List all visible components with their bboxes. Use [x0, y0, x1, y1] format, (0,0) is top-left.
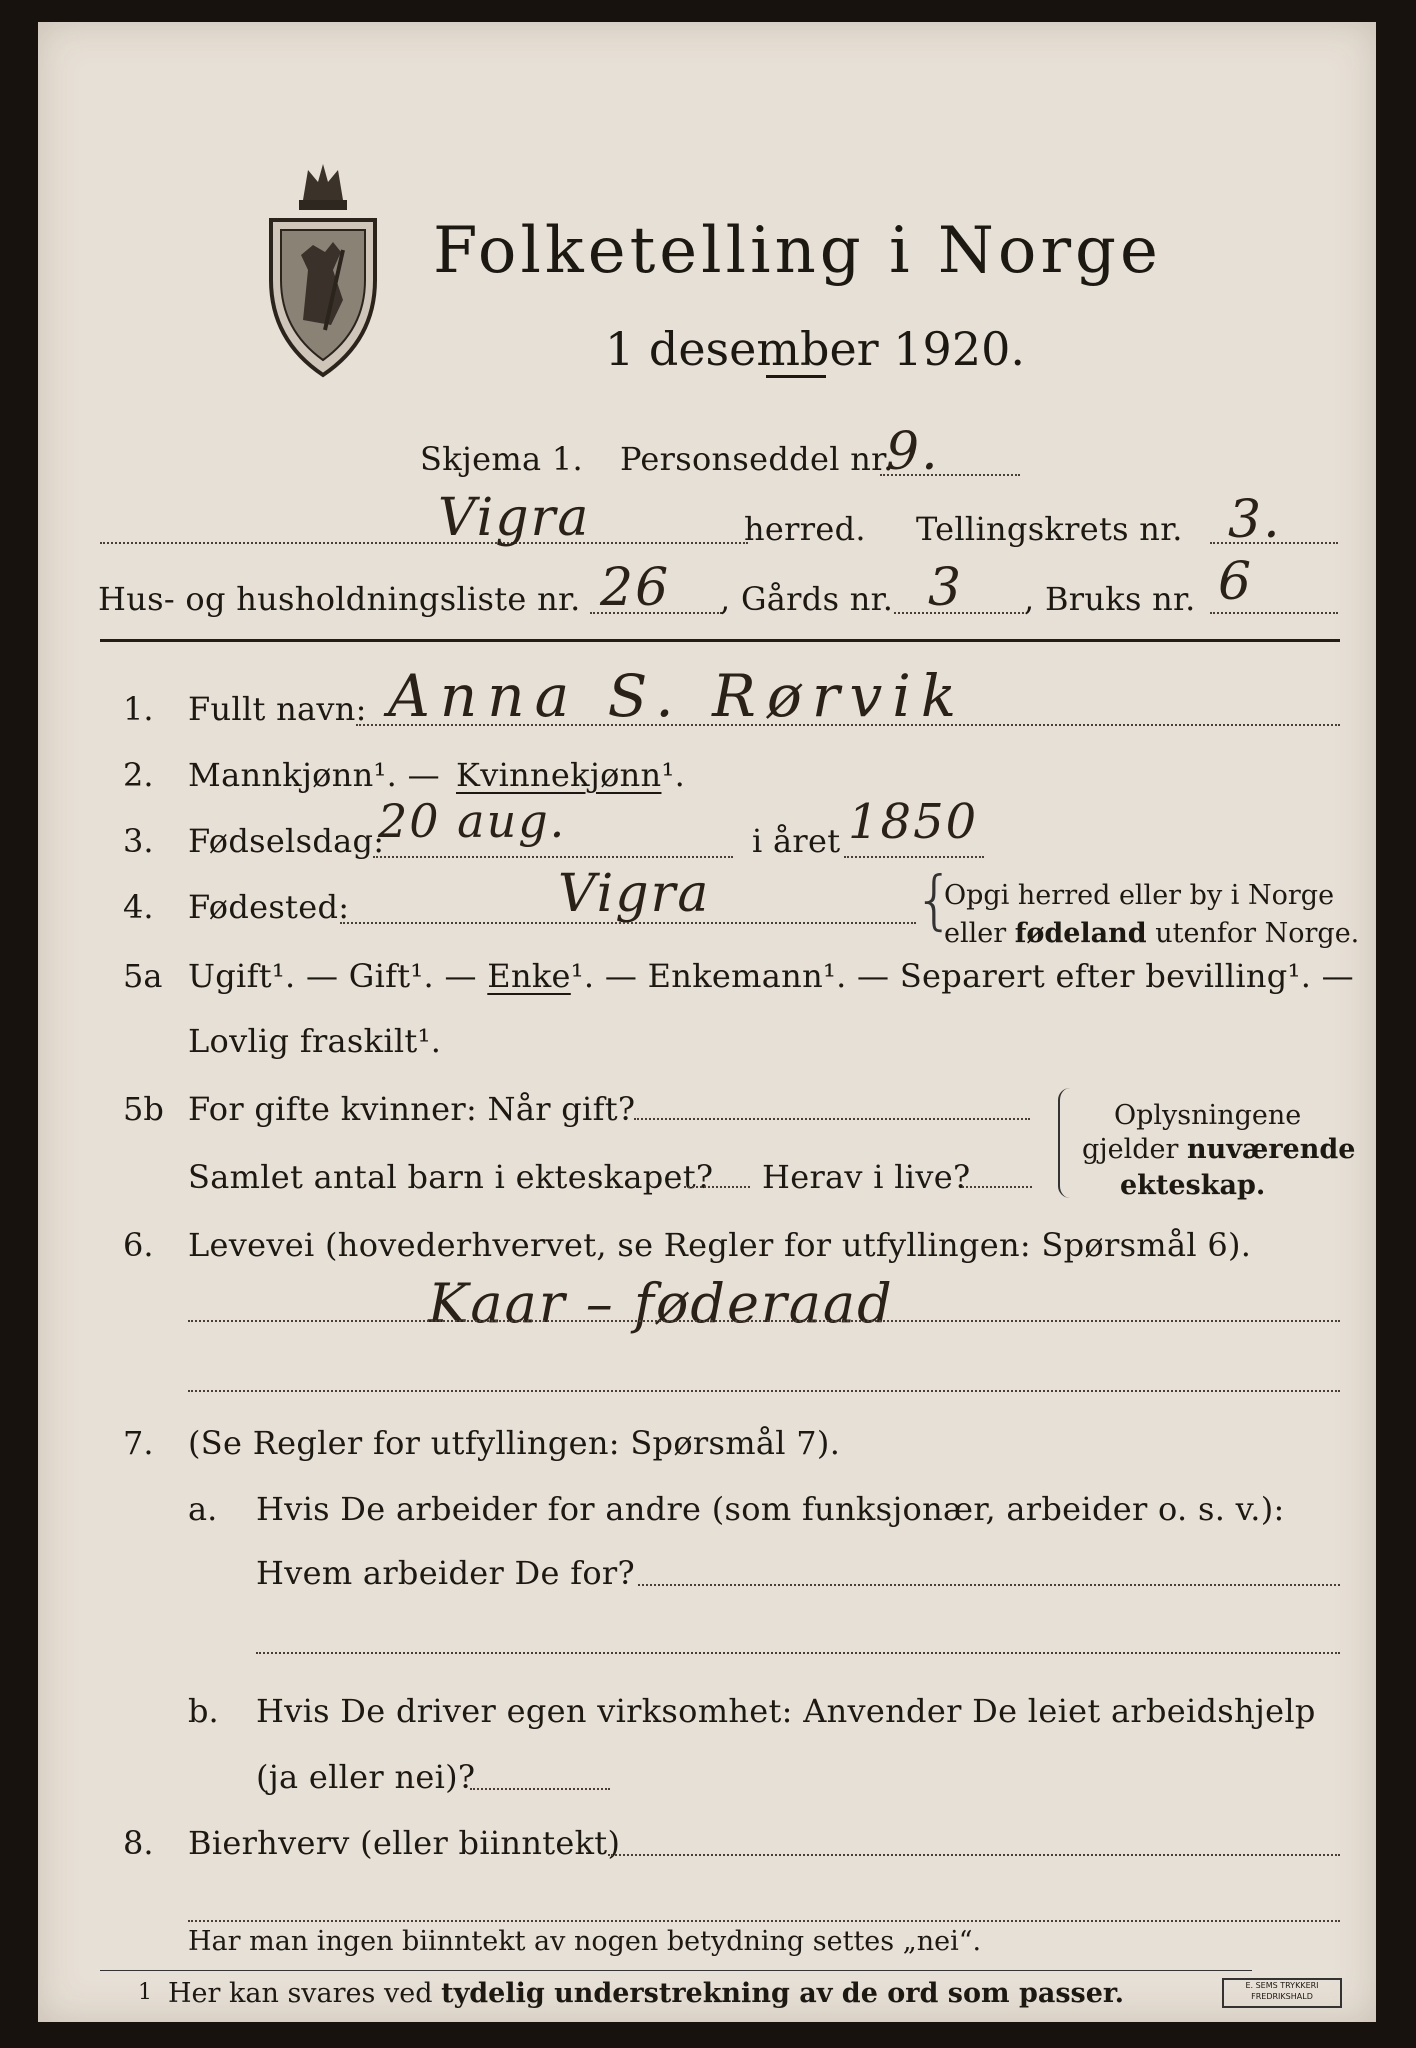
- q6-label: Levevei (hovederhvervet, se Regler for utfyllingen: Spørsmål 6).: [188, 1226, 1252, 1264]
- q5b-note-nuvaerende: nuværende: [1187, 1134, 1356, 1165]
- tellingskrets-value: 3.: [1228, 490, 1282, 550]
- q3-year-label: i året: [752, 822, 841, 860]
- q5a-ugift-gift: Ugift¹. — Gift¹. —: [188, 957, 477, 995]
- q3-value: 20 aug.: [378, 794, 567, 848]
- q5a-line2: Lovlig fraskilt¹.: [188, 1022, 442, 1060]
- q6-value: Kaar – føderaad: [428, 1272, 894, 1335]
- q3-year-value: 1850: [848, 794, 979, 850]
- q4-note-line1: Opgi herred eller by i Norge: [944, 880, 1335, 911]
- q2-number: 2.: [123, 756, 154, 794]
- q3-line: [373, 856, 733, 858]
- q2-female-option: [456, 756, 685, 794]
- header-divider: [766, 375, 826, 378]
- bruks-value: 6: [1218, 552, 1254, 612]
- q2-female: Kvinnekjønn: [456, 756, 662, 794]
- q8-number: 8.: [123, 1824, 154, 1862]
- q7a-label2: Hvem arbeider De for?: [256, 1554, 635, 1592]
- q6-line2: [188, 1390, 1340, 1392]
- q7a-line1: [638, 1584, 1340, 1586]
- footer-note2-bold: tydelig understrekning av de ord som passer.: [441, 1978, 1125, 2009]
- personseddel-label: Personseddel nr.: [620, 440, 894, 478]
- q4-note-eller: eller: [944, 918, 1007, 949]
- q5b-herav-line: [962, 1186, 1032, 1188]
- herred-line: [100, 542, 748, 544]
- q5b-label2: Samlet antal barn i ekteskapet?: [188, 1158, 714, 1196]
- bruks-label: , Bruks nr.: [1024, 580, 1196, 618]
- q7b-line: [470, 1788, 610, 1790]
- q7b-label2: (ja eller nei)?: [256, 1758, 476, 1796]
- printer-stamp: E. SEMS TRYKKERI FREDRIKSHALD: [1222, 1978, 1342, 2008]
- q7b-label: Hvis De driver egen virksomhet: Anvender De leiet arbeidshjelp: [256, 1692, 1316, 1730]
- q7a-number: a.: [188, 1490, 218, 1528]
- q5b-note-gjelder: gjelder: [1082, 1134, 1179, 1165]
- q8-line1: [608, 1854, 1340, 1856]
- q5b-note-line1: Oplysningene: [1114, 1100, 1302, 1131]
- footer-note2: [168, 1978, 1124, 2009]
- q4-note-fodeland: fødeland: [1014, 918, 1147, 949]
- q5a-rest: ¹. — Enkemann¹. — Separert efter bevilling¹. —: [570, 957, 1354, 995]
- q4-note-utenfor: utenfor Norge.: [1155, 918, 1360, 949]
- q5b-label: For gifte kvinner: Når gift?: [188, 1090, 636, 1128]
- q1-label: Fullt navn:: [188, 690, 367, 728]
- q7a-label: Hvis De arbeider for andre (som funksjonær, arbeider o. s. v.):: [256, 1490, 1285, 1528]
- q5b-line: [634, 1118, 1030, 1120]
- skjema-label: Skjema 1.: [420, 440, 583, 478]
- q1-number: 1.: [123, 690, 154, 728]
- q7-number: 7.: [123, 1424, 154, 1462]
- header-rule: [100, 639, 1340, 642]
- q4-label: Fødested:: [188, 888, 350, 926]
- q5a-number: 5a: [123, 957, 163, 995]
- gards-label: , Gårds nr.: [720, 580, 894, 618]
- q6-line1: [188, 1320, 1340, 1322]
- q2-female-sup: ¹.: [661, 756, 686, 794]
- tellingskrets-label: Tellingskrets nr.: [916, 510, 1183, 548]
- q4-note-line2: [944, 918, 1359, 949]
- footer-note2-marker: 1: [138, 1980, 152, 2005]
- q5b-herav: Herav i live?: [762, 1158, 971, 1196]
- q8-line2: [188, 1920, 1340, 1922]
- hus-value: 26: [600, 558, 671, 618]
- q8-label: Bierhverv (eller biinntekt): [188, 1824, 621, 1862]
- footer-note2-plain: Her kan svares ved: [168, 1978, 433, 2009]
- q5b-note-brace: [1058, 1088, 1070, 1198]
- q5b-barn-line: [684, 1186, 750, 1188]
- footer-note1: Har man ingen biinntekt av nogen betydning settes „nei“.: [188, 1926, 982, 1957]
- personseddel-value: 9.: [886, 422, 940, 482]
- q7a-line2: [256, 1652, 1340, 1654]
- q3-label: Fødselsdag:: [188, 822, 385, 860]
- herred-value: Vigra: [438, 488, 591, 548]
- q5b-note-line3: ekteskap.: [1120, 1170, 1266, 1201]
- q7-label: (Se Regler for utfyllingen: Spørsmål 7).: [188, 1424, 841, 1462]
- norwegian-coat-of-arms-icon: [263, 160, 383, 380]
- q2-male: Mannkjønn¹. —: [188, 756, 440, 794]
- q7b-number: b.: [188, 1692, 219, 1730]
- q5b-number: 5b: [123, 1090, 164, 1128]
- form-title: Folketelling i Norge: [433, 214, 1162, 288]
- census-date: 1 desember 1920.: [605, 322, 1025, 376]
- q1-value: Anna S. Rørvik: [388, 662, 967, 730]
- bruks-line: [1210, 612, 1338, 614]
- q4-value: Vigra: [558, 864, 711, 924]
- q5a-enke: Enke: [487, 957, 571, 995]
- q3-number: 3.: [123, 822, 154, 860]
- q5a-options: [188, 957, 1354, 995]
- q5b-note-line2: [1082, 1134, 1355, 1165]
- q3-year-line: [844, 856, 984, 858]
- census-form-page: [38, 22, 1376, 2022]
- hus-label: Hus- og husholdningsliste nr.: [98, 580, 581, 618]
- q6-number: 6.: [123, 1226, 154, 1264]
- herred-label: herred.: [744, 510, 866, 548]
- gards-value: 3: [928, 558, 964, 618]
- footer-rule: [100, 1970, 1252, 1971]
- q4-note-brace: {: [914, 864, 955, 938]
- q4-number: 4.: [123, 888, 154, 926]
